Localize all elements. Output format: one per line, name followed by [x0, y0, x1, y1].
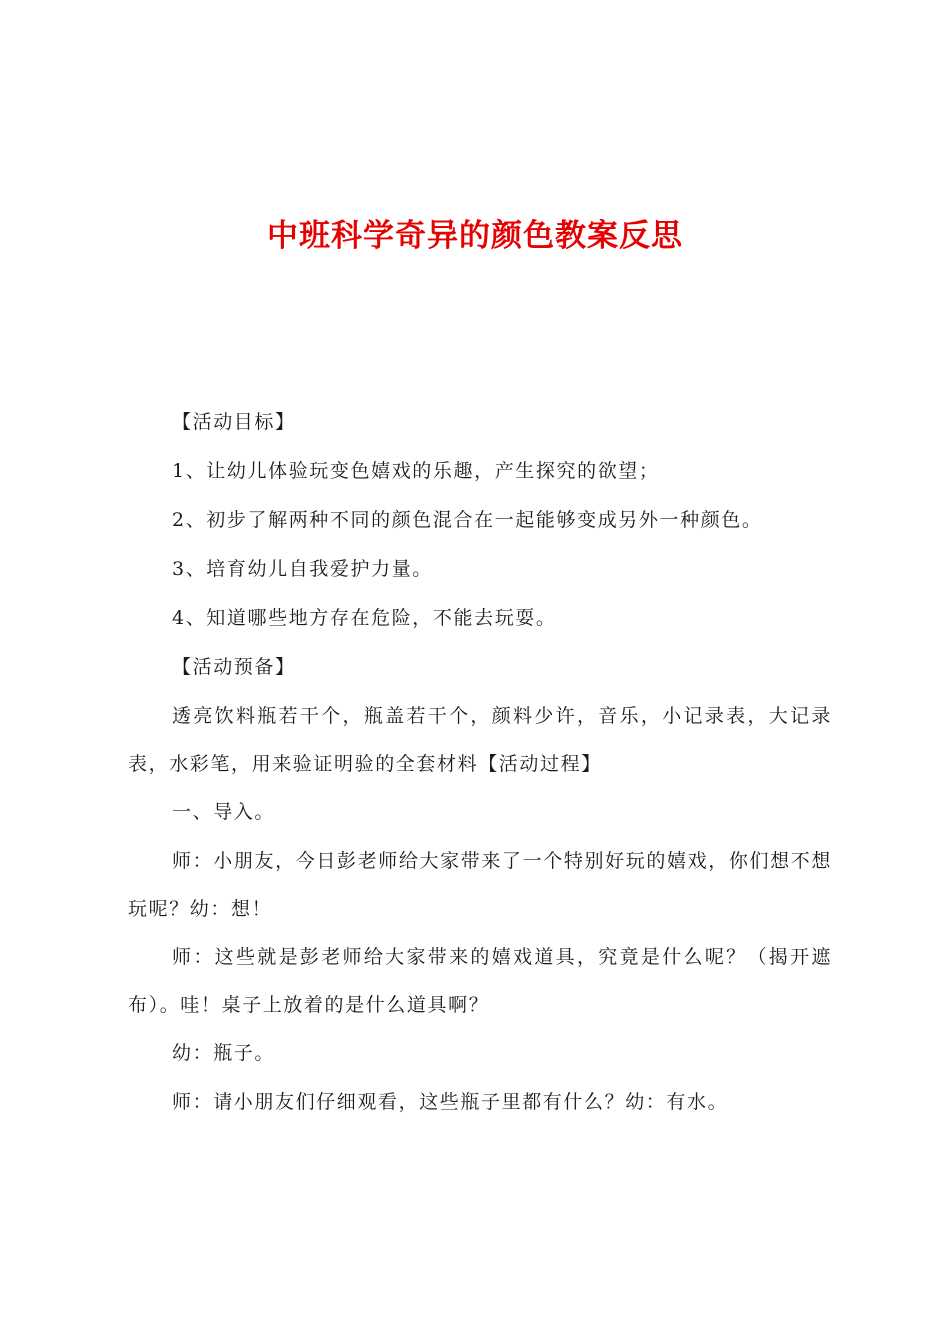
section-heading-preparation: 【活动预备】: [172, 656, 296, 678]
process-step-intro: 一、导入。: [172, 801, 276, 823]
section-heading-goals: 【活动目标】: [172, 411, 296, 433]
dialogue-paragraph: 师：请小朋友们仔细观看，这些瓶子里都有什么？幼：有水。: [172, 1091, 729, 1113]
goal-item-4: 4、知道哪些地方存在危险，不能去玩耍。: [172, 607, 557, 629]
dialogue-paragraph: 师：小朋友，今日彭老师给大家带来了一个特别好玩的嬉戏，你们想不想玩呢？幼：想！: [128, 850, 832, 920]
preparation-materials: 透亮饮料瓶若干个，瓶盖若干个，颜料少许，音乐，小记录表，大记录表，水彩笔，用来验证明验的全套材料【活动过程】: [128, 705, 832, 775]
goal-item-2: 2、初步了解两种不同的颜色混合在一起能够变成另外一种颜色。: [172, 509, 763, 531]
goal-item-1: 1、让幼儿体验玩变色嬉戏的乐趣，产生探究的欲望；: [172, 460, 660, 482]
document-title: 中班科学奇异的颜色教案反思: [267, 218, 683, 254]
document-body: [128, 398, 832, 1127]
dialogue-paragraph: 师：这些就是彭老师给大家带来的嬉戏道具，究竟是什么呢？（揭开遮布）。哇！桌子上放着的是什么道具啊？: [128, 946, 832, 1016]
dialogue-paragraph: 幼：瓶子。: [172, 1042, 276, 1064]
goal-item-3: 3、培育幼儿自我爱护力量。: [172, 558, 433, 580]
